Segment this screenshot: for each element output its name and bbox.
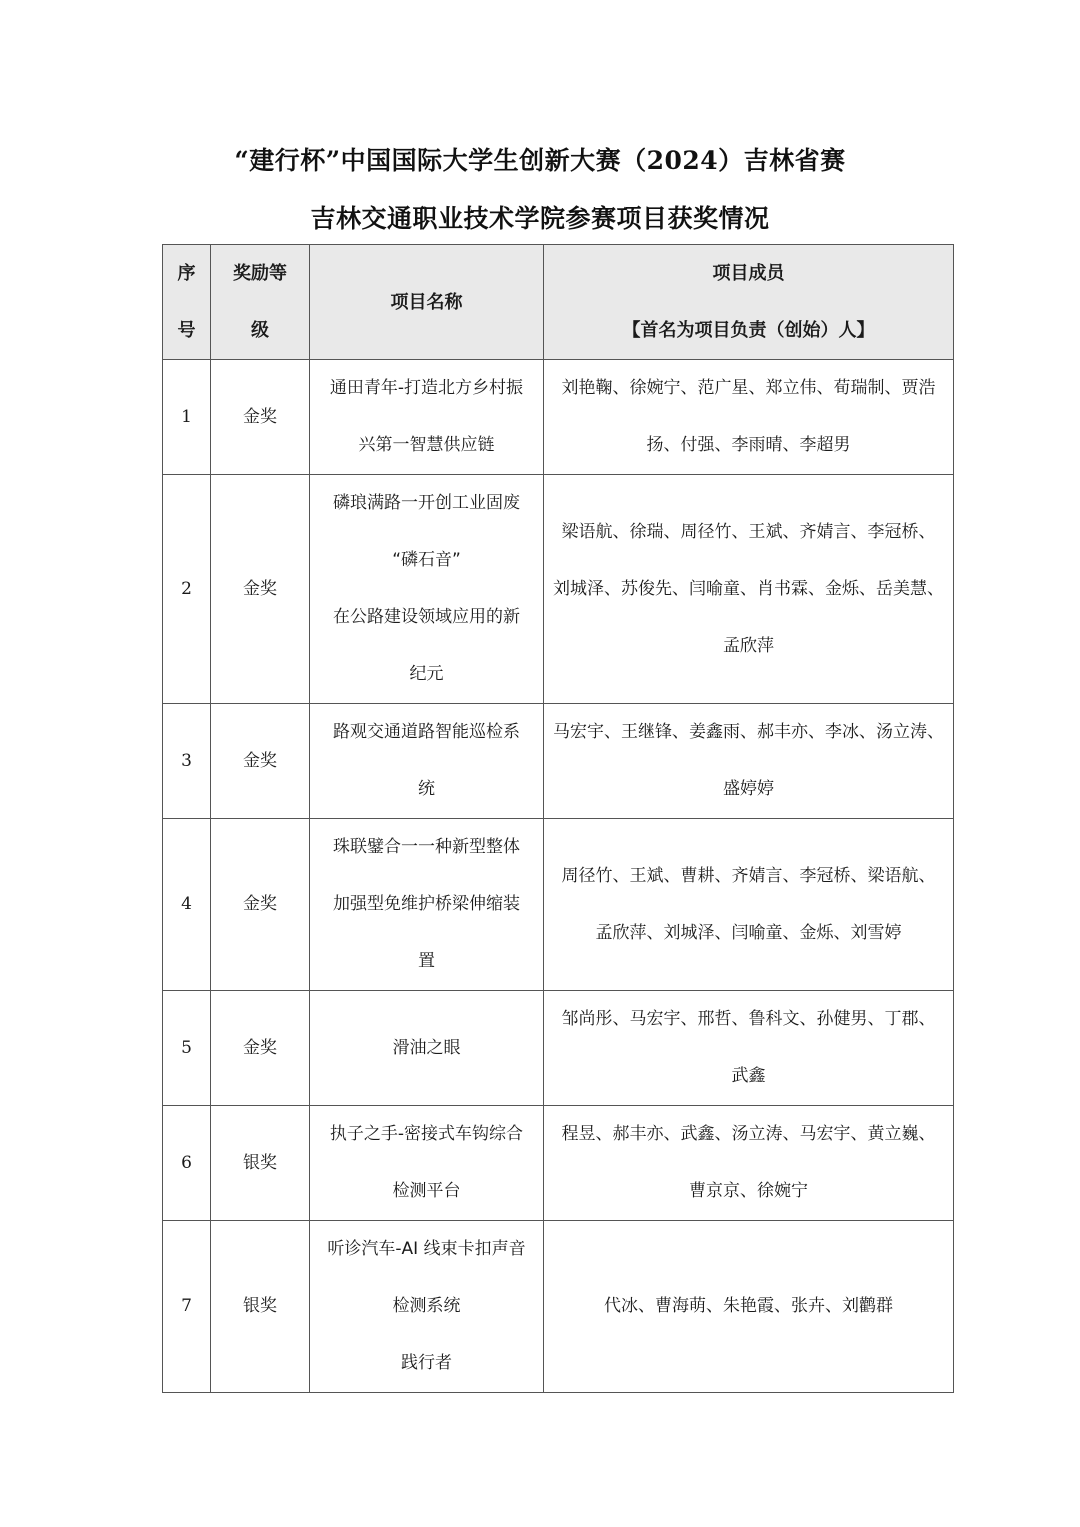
cell-members bbox=[544, 819, 954, 991]
members-line: 邹尚彤、马宏宇、邢哲、鲁科文、孙健男、丁郡、 bbox=[561, 1009, 936, 1029]
cell-project bbox=[310, 360, 544, 475]
cell-project bbox=[310, 1106, 544, 1221]
project-line: 路观交通道路智能巡检系 bbox=[333, 722, 520, 742]
project-line: 检测系统 bbox=[392, 1296, 461, 1316]
project-line: 兴第一智慧供应链 bbox=[358, 435, 495, 455]
cell-award: 金奖 bbox=[211, 704, 310, 819]
header-project-line: 项目名称 bbox=[390, 291, 463, 313]
header-members bbox=[544, 245, 954, 360]
cell-project bbox=[310, 991, 544, 1106]
table-row bbox=[163, 475, 954, 704]
members-line: 梁语航、徐瑞、周径竹、王斌、齐婧言、李冠桥、 bbox=[561, 521, 936, 542]
project-line: 统 bbox=[418, 779, 435, 799]
table-row bbox=[163, 1221, 954, 1393]
header-project bbox=[310, 245, 544, 360]
cell-members bbox=[544, 1221, 954, 1393]
members-line: 刘艳鞠、徐婉宁、范广星、郑立伟、荀瑞制、贾浩 bbox=[561, 378, 936, 398]
members-line: 刘城泽、苏俊先、闫喻童、肖书霖、金烁、岳美慧、 bbox=[553, 578, 944, 599]
members-line: 扬、付强、李雨晴、李超男 bbox=[646, 435, 851, 455]
project-line: 执子之手-密接式车钩综合 bbox=[329, 1124, 524, 1144]
cell-award: 银奖 bbox=[211, 1106, 310, 1221]
cell-members bbox=[544, 475, 954, 704]
cell-award: 金奖 bbox=[211, 991, 310, 1106]
table-row bbox=[163, 819, 954, 991]
cell-award: 金奖 bbox=[211, 819, 310, 991]
project-line: 加强型免维护桥梁伸缩装 bbox=[333, 894, 520, 914]
project-line: 在公路建设领域应用的新 bbox=[333, 607, 520, 627]
project-line: 通田青年-打造北方乡村振 bbox=[329, 378, 524, 398]
members-line: 盛婷婷 bbox=[723, 779, 774, 799]
project-line: 置 bbox=[418, 951, 435, 971]
members-line: 程昱、郝丰亦、武鑫、汤立涛、马宏宇、黄立巍、 bbox=[561, 1124, 936, 1144]
cell-seq: 7 bbox=[163, 1221, 211, 1393]
cell-award: 金奖 bbox=[211, 360, 310, 475]
cell-members bbox=[544, 360, 954, 475]
members-line: 马宏宇、王继锋、姜鑫雨、郝丰亦、李冰、汤立涛、 bbox=[553, 722, 944, 742]
header-seq bbox=[163, 245, 211, 360]
header-award bbox=[211, 245, 310, 360]
header-seq-line: 号 bbox=[177, 320, 196, 341]
cell-project bbox=[310, 819, 544, 991]
project-line: 磷琅满路一开创工业固废 bbox=[333, 493, 520, 513]
members-line: 代冰、曹海萌、朱艳霞、张卉、刘鹳群 bbox=[604, 1296, 893, 1316]
header-award-line: 级 bbox=[251, 320, 269, 341]
header-seq-line: 序 bbox=[177, 263, 196, 284]
header-members-line: 【首名为项目负责（创始）人】 bbox=[622, 320, 875, 341]
members-line: 孟欣萍 bbox=[723, 635, 774, 656]
table-row bbox=[163, 704, 954, 819]
table-row bbox=[163, 991, 954, 1106]
cell-project bbox=[310, 1221, 544, 1393]
cell-seq: 3 bbox=[163, 704, 211, 819]
project-line: 纪元 bbox=[409, 664, 444, 684]
document-title: “建行杯”中国国际大学生创新大赛（2024）吉林省赛 bbox=[234, 146, 846, 175]
project-line: 检测平台 bbox=[392, 1181, 461, 1201]
members-line: 武鑫 bbox=[731, 1066, 766, 1086]
members-line: 孟欣萍、刘城泽、闫喻童、金烁、刘雪婷 bbox=[595, 922, 902, 943]
table-header-row bbox=[163, 245, 954, 360]
cell-seq: 2 bbox=[163, 475, 211, 704]
table-row bbox=[163, 1106, 954, 1221]
project-line: 听诊汽车-AI 线束卡扣声音 bbox=[327, 1239, 526, 1259]
header-members-line: 项目成员 bbox=[712, 263, 785, 284]
cell-members bbox=[544, 704, 954, 819]
cell-seq: 1 bbox=[163, 360, 211, 475]
document-subtitle: 吉林交通职业技术学院参赛项目获奖情况 bbox=[310, 204, 770, 233]
project-line: 践行者 bbox=[401, 1353, 452, 1373]
project-line: 滑油之眼 bbox=[392, 1037, 461, 1058]
cell-award: 银奖 bbox=[211, 1221, 310, 1393]
cell-seq: 6 bbox=[163, 1106, 211, 1221]
project-line: 珠联鐾合一一种新型整体 bbox=[333, 837, 520, 857]
cell-project bbox=[310, 475, 544, 704]
members-line: 周径竹、王斌、曹耕、齐婧言、李冠桥、梁语航、 bbox=[561, 865, 936, 886]
cell-seq: 4 bbox=[163, 819, 211, 991]
cell-award: 金奖 bbox=[211, 475, 310, 704]
members-line: 曹京京、徐婉宁 bbox=[689, 1181, 808, 1201]
cell-project bbox=[310, 704, 544, 819]
awards-table bbox=[162, 244, 954, 1393]
cell-members bbox=[544, 991, 954, 1106]
cell-members bbox=[544, 1106, 954, 1221]
header-award-line: 奖励等 bbox=[233, 263, 287, 284]
table-row bbox=[163, 360, 954, 475]
project-line: “磷石音” bbox=[392, 550, 461, 570]
cell-seq: 5 bbox=[163, 991, 211, 1106]
